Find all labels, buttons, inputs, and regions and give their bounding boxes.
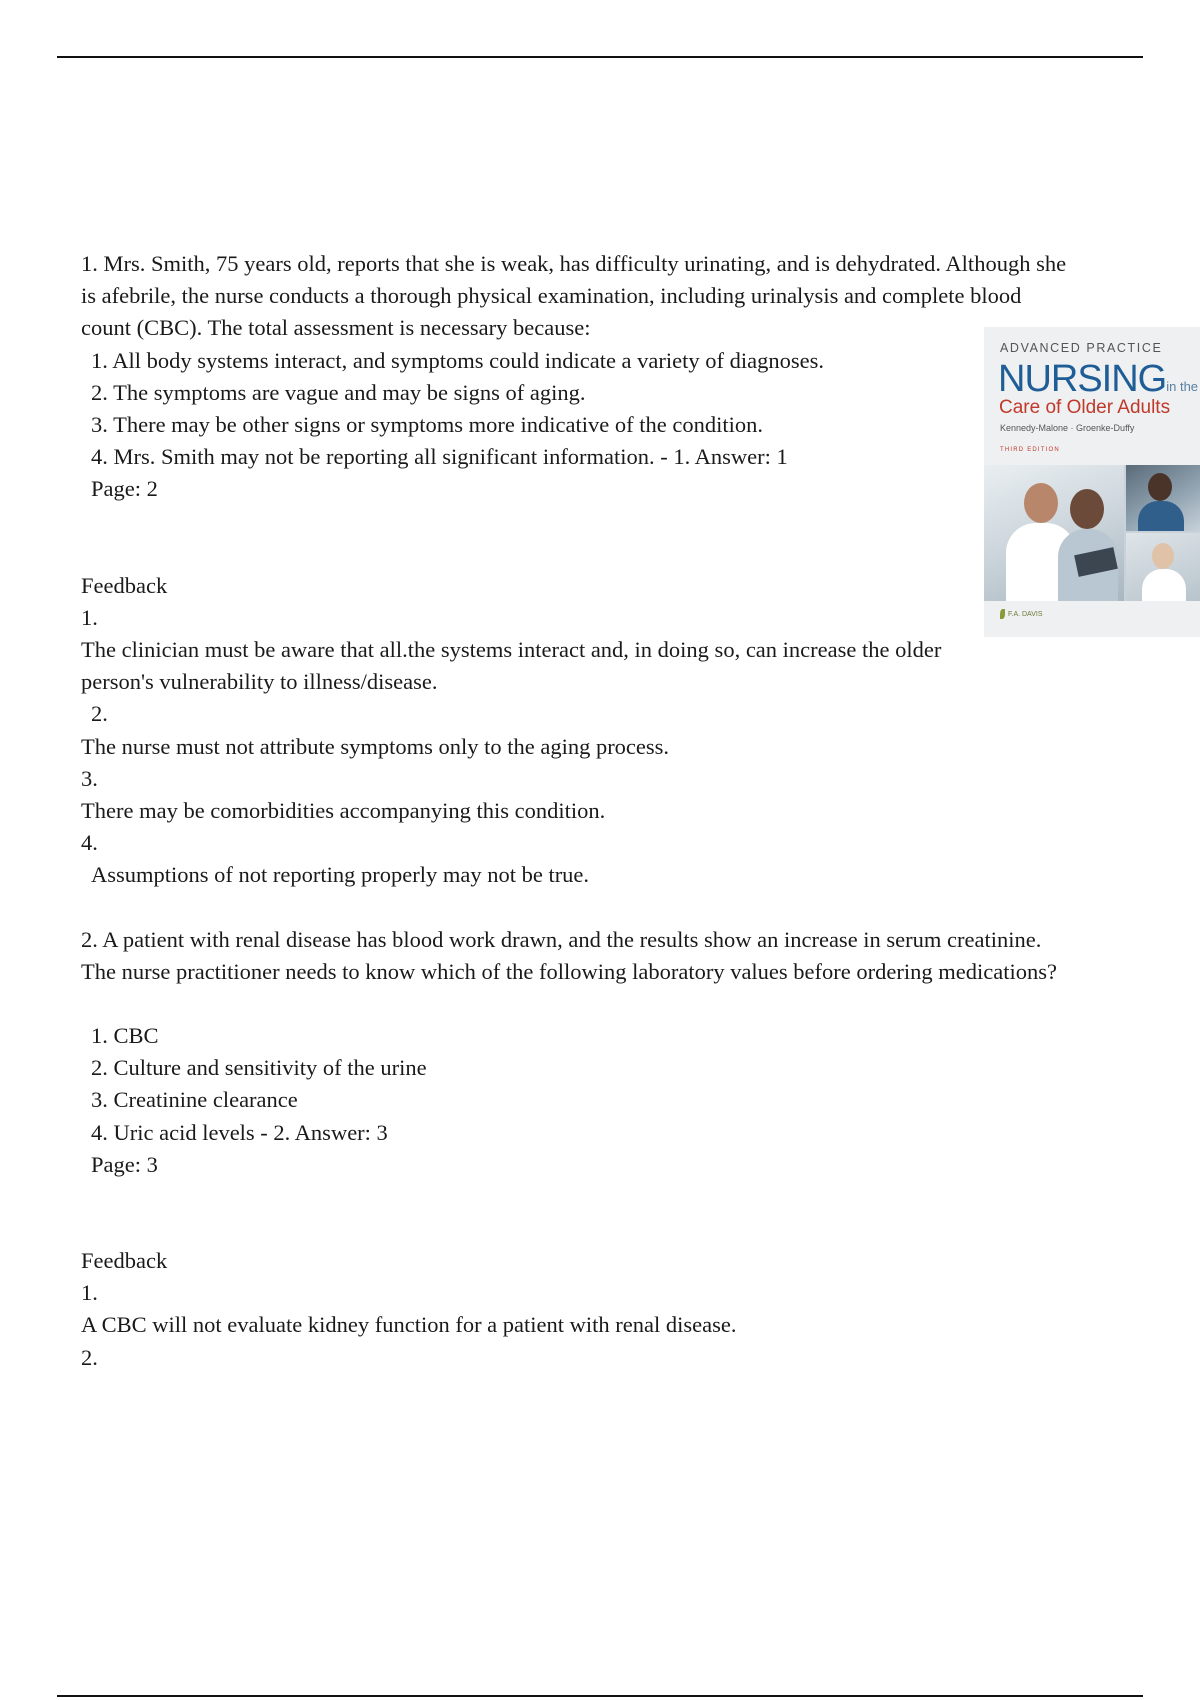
- cover-photo-clinician: [984, 465, 1124, 601]
- question-2-page: Page: 3: [91, 1151, 158, 1177]
- document-body: [81, 248, 1081, 1374]
- cover-publisher: [1000, 609, 1043, 619]
- cover-authors: Kennedy-Malone · Groenke-Duffy: [1000, 423, 1135, 433]
- book-cover-image: [984, 327, 1200, 637]
- cover-photo-collage: [984, 465, 1200, 601]
- cover-publisher-name: F.A. DAVIS: [1008, 610, 1043, 618]
- question-2-feedback-1-text: A CBC will not evaluate kidney function for a patient with renal disease.: [81, 1312, 737, 1338]
- leaf-icon: [1000, 609, 1005, 619]
- question-2-option-4: 4. Uric acid levels - 2. Answer: 3: [91, 1119, 388, 1145]
- cover-title-suffix: in the: [1166, 379, 1199, 394]
- question-1-feedback-3-num: 3.: [81, 765, 98, 791]
- question-2-option-1: 1. CBC: [91, 1023, 159, 1049]
- question-2-feedback-2-num: 2.: [81, 1344, 98, 1370]
- top-rule: [57, 56, 1143, 58]
- question-2-option-3: 3. Creatinine clearance: [91, 1087, 298, 1113]
- question-1-option-4: 4. Mrs. Smith may not be reporting all significant information. - 1. Answer: 1: [91, 444, 788, 470]
- question-1-feedback-4-num: 4.: [81, 830, 98, 856]
- question-1-page: Page: 2: [91, 476, 158, 502]
- question-1-option-2: 2. The symptoms are vague and may be signs of aging.: [91, 379, 586, 405]
- question-1-option-3: 3. There may be other signs or symptoms more indicative of the condition.: [91, 412, 763, 438]
- bottom-rule: [57, 1695, 1143, 1697]
- cover-kicker: ADVANCED PRACTICE: [1000, 341, 1163, 355]
- cover-subtitle: Care of Older Adults: [999, 397, 1171, 418]
- question-1-option-1: 1. All body systems interact, and symptoms could indicate a variety of diagnoses.: [91, 347, 824, 373]
- question-1-feedback-heading: Feedback: [81, 572, 168, 598]
- question-1-feedback-1-text: The clinician must be aware that all.the systems interact and, in doing so, can increase the older person's vulnerability to illness/disease.: [81, 637, 942, 695]
- question-2-feedback-1-num: 1.: [81, 1280, 98, 1306]
- question-2-stem: 2. A patient with renal disease has blood work drawn, and the results show an increase in serum creatinine. The nurse practitioner needs to know which of the following laboratory values before ordering medications?: [81, 926, 1057, 984]
- cover-edition: THIRD EDITION: [1000, 447, 1060, 453]
- question-1-stem: 1. Mrs. Smith, 75 years old, reports that she is weak, has difficulty urinating, and is dehydrated. Although she is afebrile, the nurse conducts a thorough physical examination, including urinalysis and complete blood count (CBC). The total assessment is necessary because:: [81, 251, 1067, 341]
- question-2-option-2: 2. Culture and sensitivity of the urine: [91, 1055, 427, 1081]
- question-1-feedback-3-text: There may be comorbidities accompanying this condition.: [81, 798, 606, 824]
- cover-title-main: NURSING: [998, 358, 1167, 400]
- cover-photo-consult: [1126, 533, 1200, 601]
- question-1-feedback-1-num: 1.: [81, 604, 98, 630]
- question-1-feedback-2-num: 2.: [91, 701, 108, 727]
- question-1-feedback-2-text: The nurse must not attribute symptoms only to the aging process.: [81, 733, 670, 759]
- cover-photo-man: [1126, 465, 1200, 531]
- question-2-feedback-heading: Feedback: [81, 1248, 168, 1274]
- question-1-feedback-4-text: Assumptions of not reporting properly may not be true.: [91, 862, 590, 888]
